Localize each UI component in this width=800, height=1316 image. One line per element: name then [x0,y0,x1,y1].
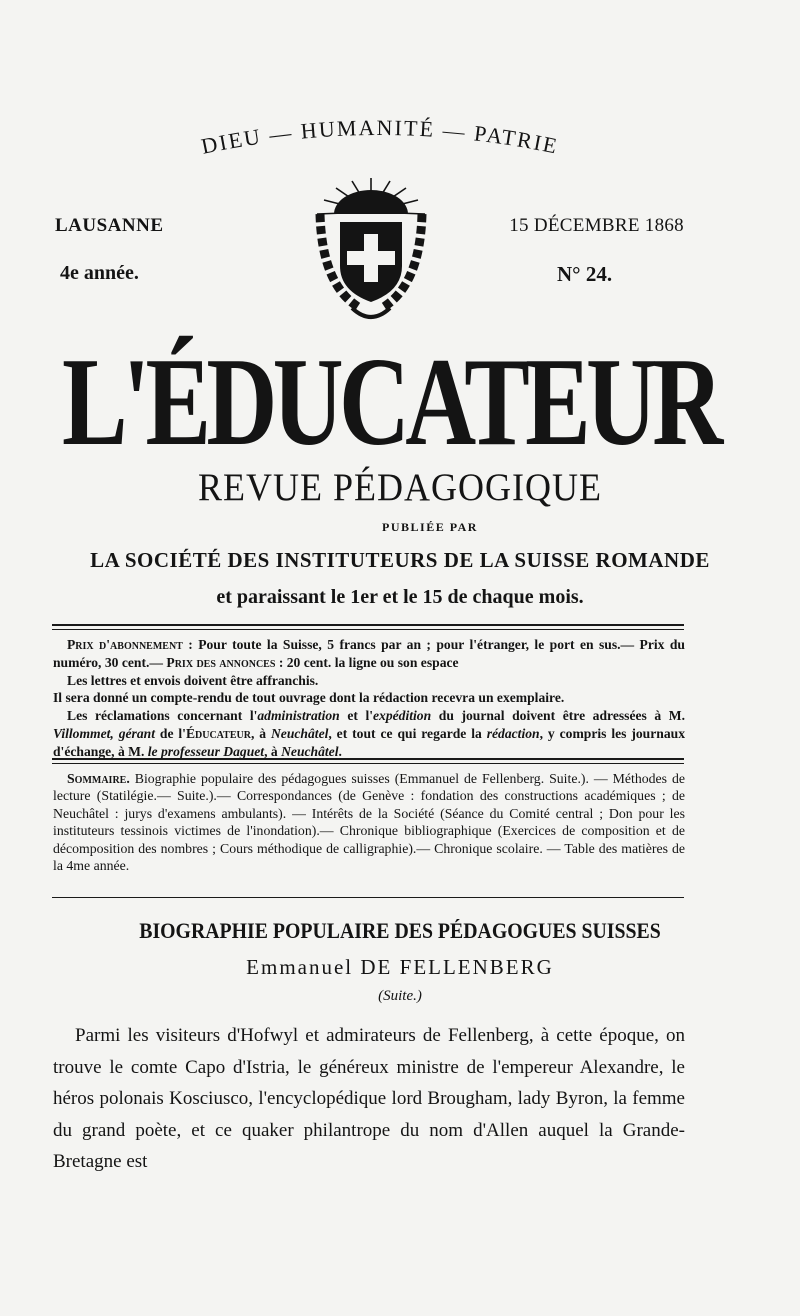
ads-label: Prix des annonces [166,654,276,670]
masthead-title: L'ÉDUCATEUR [62,333,719,472]
issue-date: 15 DÉCEMBRE 1868 [509,215,684,236]
summary-label: Sommaire. [67,771,130,786]
price-label: Prix d'abonnement [67,637,183,652]
ads-text: : 20 cent. la ligne ou son espace [275,654,459,670]
issue-number: N° 24. [557,262,613,286]
masthead-subtitle: REVUE PÉDAGOGIQUE [198,465,602,509]
claims-note: Les réclamations concernant l'administration et l'expédition du journal doivent être adressées à M. Villommet, gérant de l'Éducateur, à Neuchâtel, et tout ce qui regarde la rédaction, y compris les journaux d'échange, à M. le professeur Daguet, à Neuchâtel. [53,708,685,759]
divider-top [52,624,684,626]
volume-year: 4e année. [60,262,139,284]
published-by: PUBLIÉE PAR [382,520,478,534]
review-note: Il sera donné un compte-rendu de tout ouvrage dont la rédaction recevra un exemplaire. [53,690,565,706]
summary-text: Biographie populaire des pédagogues suisses (Emmanuel de Fellenberg. Suite.). — Méthodes de lecture (Statilégie.— Suite.).— Correspondances (de Genève : fondation des constructions académiques ; de Neuchâtel : jurys d'examens ambulants). — Intérêts de la Société (Séance du Comité central ; Don pour les instituteurs tessinois victimes de l'inondation).— Chronique bibliographique (Exercices de composition et de décomposition des nombres ; Cours méthodique de calligraphie).— Chronique scolaire. — Table des matières de la 4me année. [53,771,685,874]
place-label: LAUSANNE [55,215,164,236]
swiss-crest-emblem [312,176,430,326]
society-name: LA SOCIÉTÉ DES INSTITUTEURS DE LA SUISSE ROMANDE [90,548,710,572]
price-text: : Pour toute la Suisse, 5 francs par an ; pour l'étranger, le port en sus.— Prix du numéro, 30 cent.— [53,637,685,670]
motto-text: DIEU — HUMANITÉ — PATRIE [199,114,561,159]
divider-mid-thin [52,763,684,764]
letters-note: Les lettres et envois doivent être affranchis. [67,672,319,688]
svg-text:DIEU — HUMANITÉ — PATRIE [199,115,561,159]
article-subject-name: Emmanuel DE FELLENBERG [246,955,554,979]
article-title: BIOGRAPHIE POPULAIRE DES PÉDAGOGUES SUISSES [139,918,661,943]
divider-bottom [52,897,684,898]
divider-mid [52,758,684,760]
article-continued: (Suite.) [378,988,422,1004]
article-paragraph: Parmi les visiteurs d'Hofwyl et admirateurs de Fellenberg, à cette époque, on trouve le comte Capo d'Istria, le généreux ministre de l'empereur Alexandre, le héros polonais Kosciusco, l'encyclopédique lord Brougham, lady Byron, la femme du grand poète, et ce quaker philantrope du nom d'Allen auquel la Grande-Bretagne est [53,1025,685,1172]
divider-top-thin [52,629,684,630]
subscription-info [53,636,685,761]
summary-block [53,770,685,874]
publication-frequency: et paraissant le 1er et le 15 de chaque mois. [216,586,584,608]
motto-arch [140,95,620,175]
article-body [53,1020,685,1178]
